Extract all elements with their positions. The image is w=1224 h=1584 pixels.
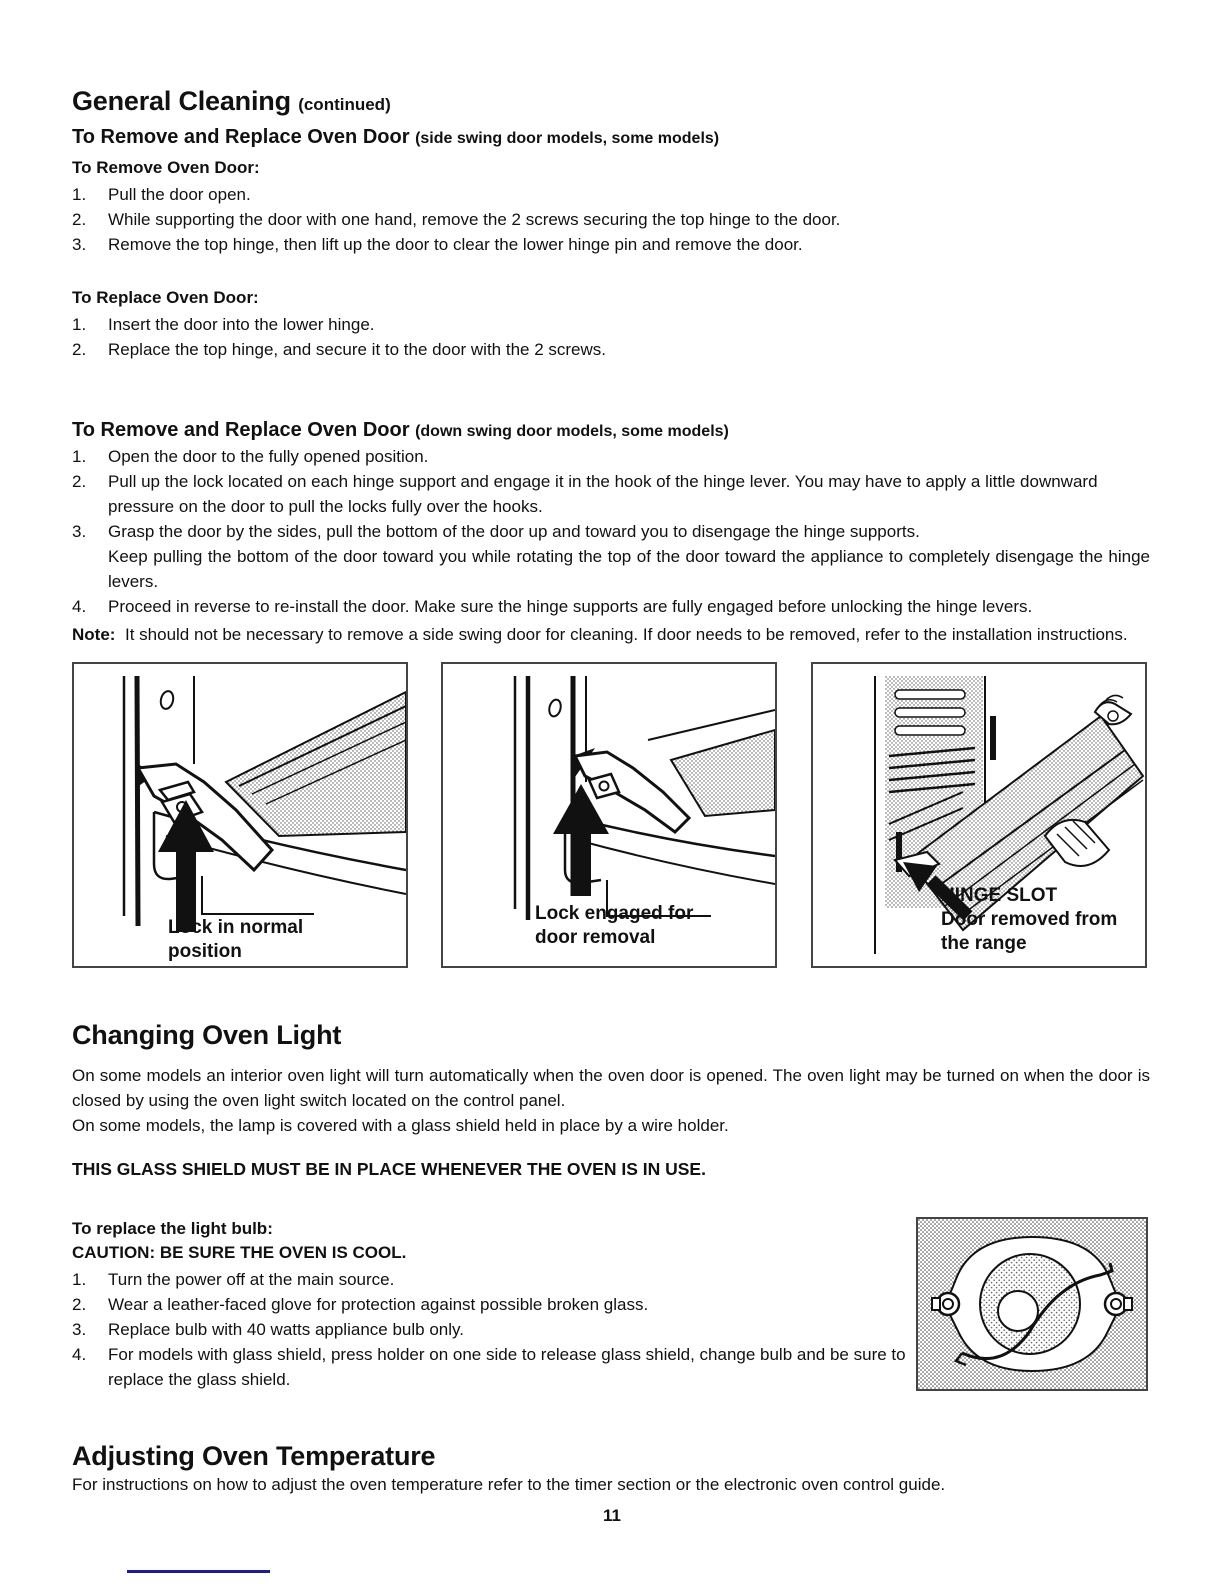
step-text: For models with glass shield, press holder on one side to release glass shield, change bulb and be sure to replace the glass shield. xyxy=(108,1345,906,1389)
down-swing-steps xyxy=(72,444,1150,619)
list-item xyxy=(72,207,1150,232)
step-text: Remove the top hinge, then lift up the door to clear the lower hinge pin and remove the door. xyxy=(108,235,803,254)
page-number: 11 xyxy=(603,1506,621,1525)
figure-caption: Lock in normal position xyxy=(168,917,304,962)
figure-caption-text: Door removed from the range xyxy=(941,909,1118,954)
glass-shield-warning: THIS GLASS SHIELD MUST BE IN PLACE WHENEVER THE OVEN IS IN USE. xyxy=(72,1159,706,1179)
replace-bulb-section xyxy=(72,1217,1150,1392)
list-item xyxy=(72,444,1150,469)
section-heading-text: To Remove and Replace Oven Door xyxy=(72,419,410,441)
list-item xyxy=(72,1267,910,1292)
oven-light-paragraph-2: On some models, the lamp is covered with a glass shield held in place by a wire holder. xyxy=(72,1116,729,1135)
replace-bulb-instructions xyxy=(72,1217,910,1392)
step-text: Replace bulb with 40 watts appliance bulb only. xyxy=(108,1320,464,1339)
list-item xyxy=(72,594,1150,619)
page-title-text: General Cleaning xyxy=(72,86,291,116)
figure-lock-engaged xyxy=(441,662,777,968)
section-heading-down-swing xyxy=(72,419,1150,442)
figure-caption-title: HINGE SLOT xyxy=(941,885,1058,906)
door-lock-figures xyxy=(72,662,1150,968)
subheading-replace-oven-door: To Replace Oven Door: xyxy=(72,288,259,307)
section-title-oven-temperature: Adjusting Oven Temperature xyxy=(72,1441,436,1471)
step-text: Wear a leather-faced glove for protection against possible broken glass. xyxy=(108,1295,649,1314)
subheading-replace-bulb: To replace the light bulb: xyxy=(72,1219,273,1238)
list-item xyxy=(72,1317,910,1342)
section-title-oven-light: Changing Oven Light xyxy=(72,1020,342,1050)
step-text: While supporting the door with one hand, remove the 2 screws securing the top hinge to the door. xyxy=(108,210,841,229)
caution-text: CAUTION: BE SURE THE OVEN IS COOL. xyxy=(72,1243,407,1262)
figure-hinge-slot xyxy=(811,662,1147,968)
list-item xyxy=(72,232,1150,257)
step-text: Proceed in reverse to re-install the door. Make sure the hinge supports are fully engaged before unlocking the hinge levers. xyxy=(108,597,1033,616)
step-text: Replace the top hinge, and secure it to the door with the 2 screws. xyxy=(108,340,607,359)
step-text: Open the door to the fully opened position. xyxy=(108,447,429,466)
figure-lock-normal xyxy=(72,662,408,968)
step-text: Insert the door into the lower hinge. xyxy=(108,315,375,334)
subheading-remove-oven-door: To Remove Oven Door: xyxy=(72,158,260,177)
figure-glass-shield xyxy=(916,1217,1148,1391)
page-title-suffix: (continued) xyxy=(298,95,391,114)
step-text: Pull up the lock located on each hinge support and engage it in the hook of the hinge lever. You may have to apply a little downward pressure on the door to pull the locks fully over the hooks. xyxy=(108,472,1098,516)
list-item xyxy=(72,1292,910,1317)
replace-oven-door-steps xyxy=(72,312,1150,362)
list-item xyxy=(72,519,1150,594)
note-label: Note: xyxy=(72,625,116,644)
section-heading-side-swing xyxy=(72,126,1150,149)
list-item xyxy=(72,337,1150,362)
figure-caption: Lock engaged for door removal xyxy=(535,903,694,948)
step-continuation-text: Keep pulling the bottom of the door toward you while rotating the top of the door toward the appliance to completely disengage the hinge levers. xyxy=(108,547,1150,591)
step-text: Turn the power off at the main source. xyxy=(108,1270,395,1289)
note xyxy=(72,622,1150,647)
page-title xyxy=(72,86,1150,117)
remove-oven-door-steps xyxy=(72,182,1150,257)
note-text: It should not be necessary to remove a side swing door for cleaning. If door needs to be removed, refer to the installation instructions. xyxy=(125,625,1128,644)
oven-temperature-paragraph: For instructions on how to adjust the oven temperature refer to the timer section or the electronic oven control guide. xyxy=(72,1475,946,1494)
section-heading-suffix: (down swing door models, some models) xyxy=(415,423,729,440)
section-heading-suffix: (side swing door models, some models) xyxy=(415,130,720,147)
list-item xyxy=(72,469,1150,519)
figure-caption xyxy=(941,884,1137,956)
list-item xyxy=(72,1342,910,1392)
oven-light-paragraph-1: On some models an interior oven light will turn automatically when the oven door is opened. The oven light may be turned on when the door is closed by using the oven light switch located on the control panel. xyxy=(72,1066,1150,1110)
footer-accent-line xyxy=(127,1570,270,1573)
step-text: Pull the door open. xyxy=(108,185,251,204)
list-item xyxy=(72,182,1150,207)
step-text: Grasp the door by the sides, pull the bottom of the door up and toward you to disengage the hinge supports. xyxy=(108,522,920,541)
replace-bulb-steps xyxy=(72,1267,910,1392)
glass-shield-illustration xyxy=(918,1219,1146,1389)
section-heading-text: To Remove and Replace Oven Door xyxy=(72,126,410,148)
list-item xyxy=(72,312,1150,337)
